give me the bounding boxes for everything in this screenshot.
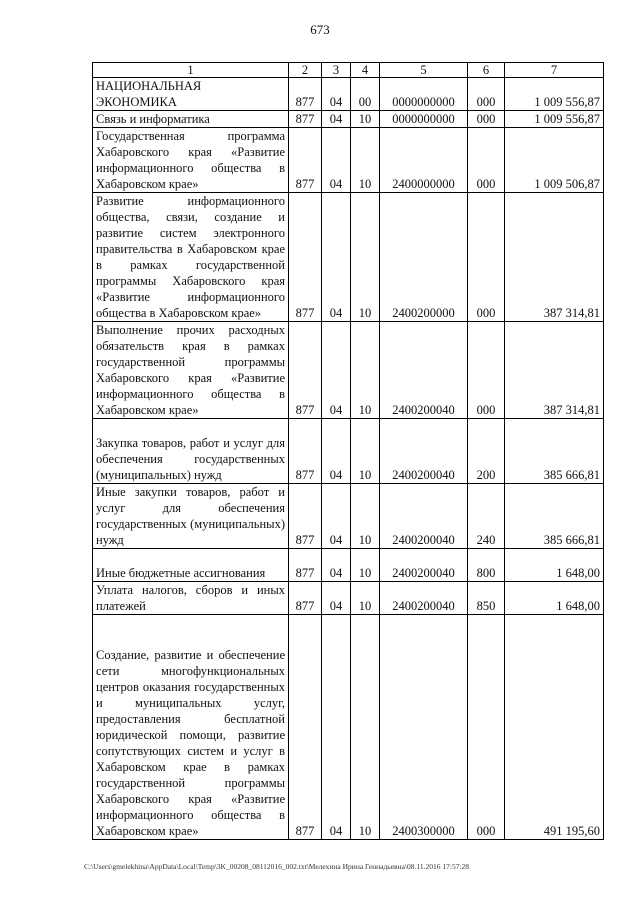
table-row — [93, 193, 604, 322]
cell-subsection: 10 — [351, 484, 380, 549]
header-cell: 1 — [93, 63, 289, 78]
row-description: Иные бюджетные ассигнования — [93, 549, 289, 582]
cell-target-article: 0000000000 — [380, 111, 468, 128]
cell-section: 04 — [322, 615, 351, 840]
header-row — [93, 63, 604, 78]
cell-section: 04 — [322, 78, 351, 111]
row-description: Выполнение прочих расходных обязательств края в рамках государственной программы Хабаровского края «Развитие информационного общества в Хабаровском крае» — [93, 322, 289, 419]
row-description: Уплата налогов, сборов и иных платежей — [93, 582, 289, 615]
cell-subsection: 10 — [351, 111, 380, 128]
cell-subsection: 10 — [351, 549, 380, 582]
cell-amount: 491 195,60 — [505, 615, 604, 840]
cell-amount: 387 314,81 — [505, 193, 604, 322]
cell-target-article: 2400200040 — [380, 582, 468, 615]
row-description: Государственная программа Хабаровского края «Развитие информационного общества в Хабаровском крае» — [93, 128, 289, 193]
cell-expense-type: 850 — [468, 582, 505, 615]
table-row — [93, 322, 604, 419]
cell-subsection: 10 — [351, 322, 380, 419]
cell-amount: 1 009 556,87 — [505, 111, 604, 128]
row-description: Закупка товаров, работ и услуг для обеспечения государственных (муниципальных) нужд — [93, 419, 289, 484]
cell-amount: 385 666,81 — [505, 484, 604, 549]
cell-subsection: 10 — [351, 128, 380, 193]
cell-expense-type: 240 — [468, 484, 505, 549]
table-row — [93, 78, 604, 111]
cell-amount: 1 648,00 — [505, 549, 604, 582]
cell-expense-type: 000 — [468, 78, 505, 111]
row-description: Создание, развитие и обеспечение сети многофункциональных центров оказания государственных и муниципальных услуг, предоставления бесплатной юридической помощи, развитие сопутствующих систем и услуг в Хабаровском крае в рамках государственной программы Хабаровского края «Развитие информационного общества в Хабаровском крае» — [93, 615, 289, 840]
cell-amount: 385 666,81 — [505, 419, 604, 484]
table-row — [93, 582, 604, 615]
cell-target-article: 0000000000 — [380, 78, 468, 111]
table-row — [93, 549, 604, 582]
header-cell: 7 — [505, 63, 604, 78]
cell-expense-type: 000 — [468, 111, 505, 128]
cell-target-article: 2400200040 — [380, 549, 468, 582]
table-row — [93, 419, 604, 484]
cell-expense-type: 000 — [468, 322, 505, 419]
cell-section: 04 — [322, 193, 351, 322]
cell-expense-type: 000 — [468, 128, 505, 193]
cell-section: 04 — [322, 549, 351, 582]
cell-section: 04 — [322, 128, 351, 193]
budget-table — [92, 62, 604, 840]
cell-target-article: 2400200040 — [380, 484, 468, 549]
cell-amount: 1 009 556,87 — [505, 78, 604, 111]
cell-ministry: 877 — [289, 128, 322, 193]
page-number: 673 — [310, 22, 330, 37]
cell-section: 04 — [322, 111, 351, 128]
cell-section: 04 — [322, 322, 351, 419]
cell-section: 04 — [322, 419, 351, 484]
row-description: Связь и информатика — [93, 111, 289, 128]
cell-section: 04 — [322, 582, 351, 615]
row-description: Иные закупки товаров, работ и услуг для обеспечения государственных (муниципальных) нужд — [93, 484, 289, 549]
table-row — [93, 128, 604, 193]
table-row — [93, 615, 604, 840]
cell-ministry: 877 — [289, 615, 322, 840]
row-description: НАЦИОНАЛЬНАЯ ЭКОНОМИКА — [93, 78, 289, 111]
cell-amount: 1 009 506,87 — [505, 128, 604, 193]
cell-subsection: 10 — [351, 419, 380, 484]
cell-subsection: 00 — [351, 78, 380, 111]
header-cell: 6 — [468, 63, 505, 78]
table-row — [93, 484, 604, 549]
cell-ministry: 877 — [289, 111, 322, 128]
cell-target-article: 2400200040 — [380, 322, 468, 419]
cell-section: 04 — [322, 484, 351, 549]
cell-expense-type: 200 — [468, 419, 505, 484]
cell-ministry: 877 — [289, 419, 322, 484]
row-description: Развитие информационного общества, связи, создание и развитие систем электронного правительства в Хабаровском крае в рамках государственной программы Хабаровского края «Развитие информационного общества в Хабаровском крае» — [93, 193, 289, 322]
cell-subsection: 10 — [351, 582, 380, 615]
cell-amount: 387 314,81 — [505, 322, 604, 419]
cell-ministry: 877 — [289, 582, 322, 615]
cell-subsection: 10 — [351, 193, 380, 322]
cell-target-article: 2400200000 — [380, 193, 468, 322]
cell-ministry: 877 — [289, 549, 322, 582]
cell-expense-type: 000 — [468, 193, 505, 322]
cell-ministry: 877 — [289, 78, 322, 111]
header-cell: 3 — [322, 63, 351, 78]
cell-ministry: 877 — [289, 322, 322, 419]
footer-file-path: C:\Users\gmelekhina\AppData\Local\Temp\3K_00208_08112016_002.txt\Мелехина Ирина Геннадьевна\08.11.2016 17:57:28 — [84, 862, 470, 871]
cell-ministry: 877 — [289, 484, 322, 549]
cell-target-article: 2400000000 — [380, 128, 468, 193]
table-row — [93, 111, 604, 128]
header-cell: 4 — [351, 63, 380, 78]
cell-target-article: 2400300000 — [380, 615, 468, 840]
cell-subsection: 10 — [351, 615, 380, 840]
cell-expense-type: 800 — [468, 549, 505, 582]
cell-ministry: 877 — [289, 193, 322, 322]
cell-target-article: 2400200040 — [380, 419, 468, 484]
header-cell: 5 — [380, 63, 468, 78]
cell-amount: 1 648,00 — [505, 582, 604, 615]
cell-expense-type: 000 — [468, 615, 505, 840]
header-cell: 2 — [289, 63, 322, 78]
